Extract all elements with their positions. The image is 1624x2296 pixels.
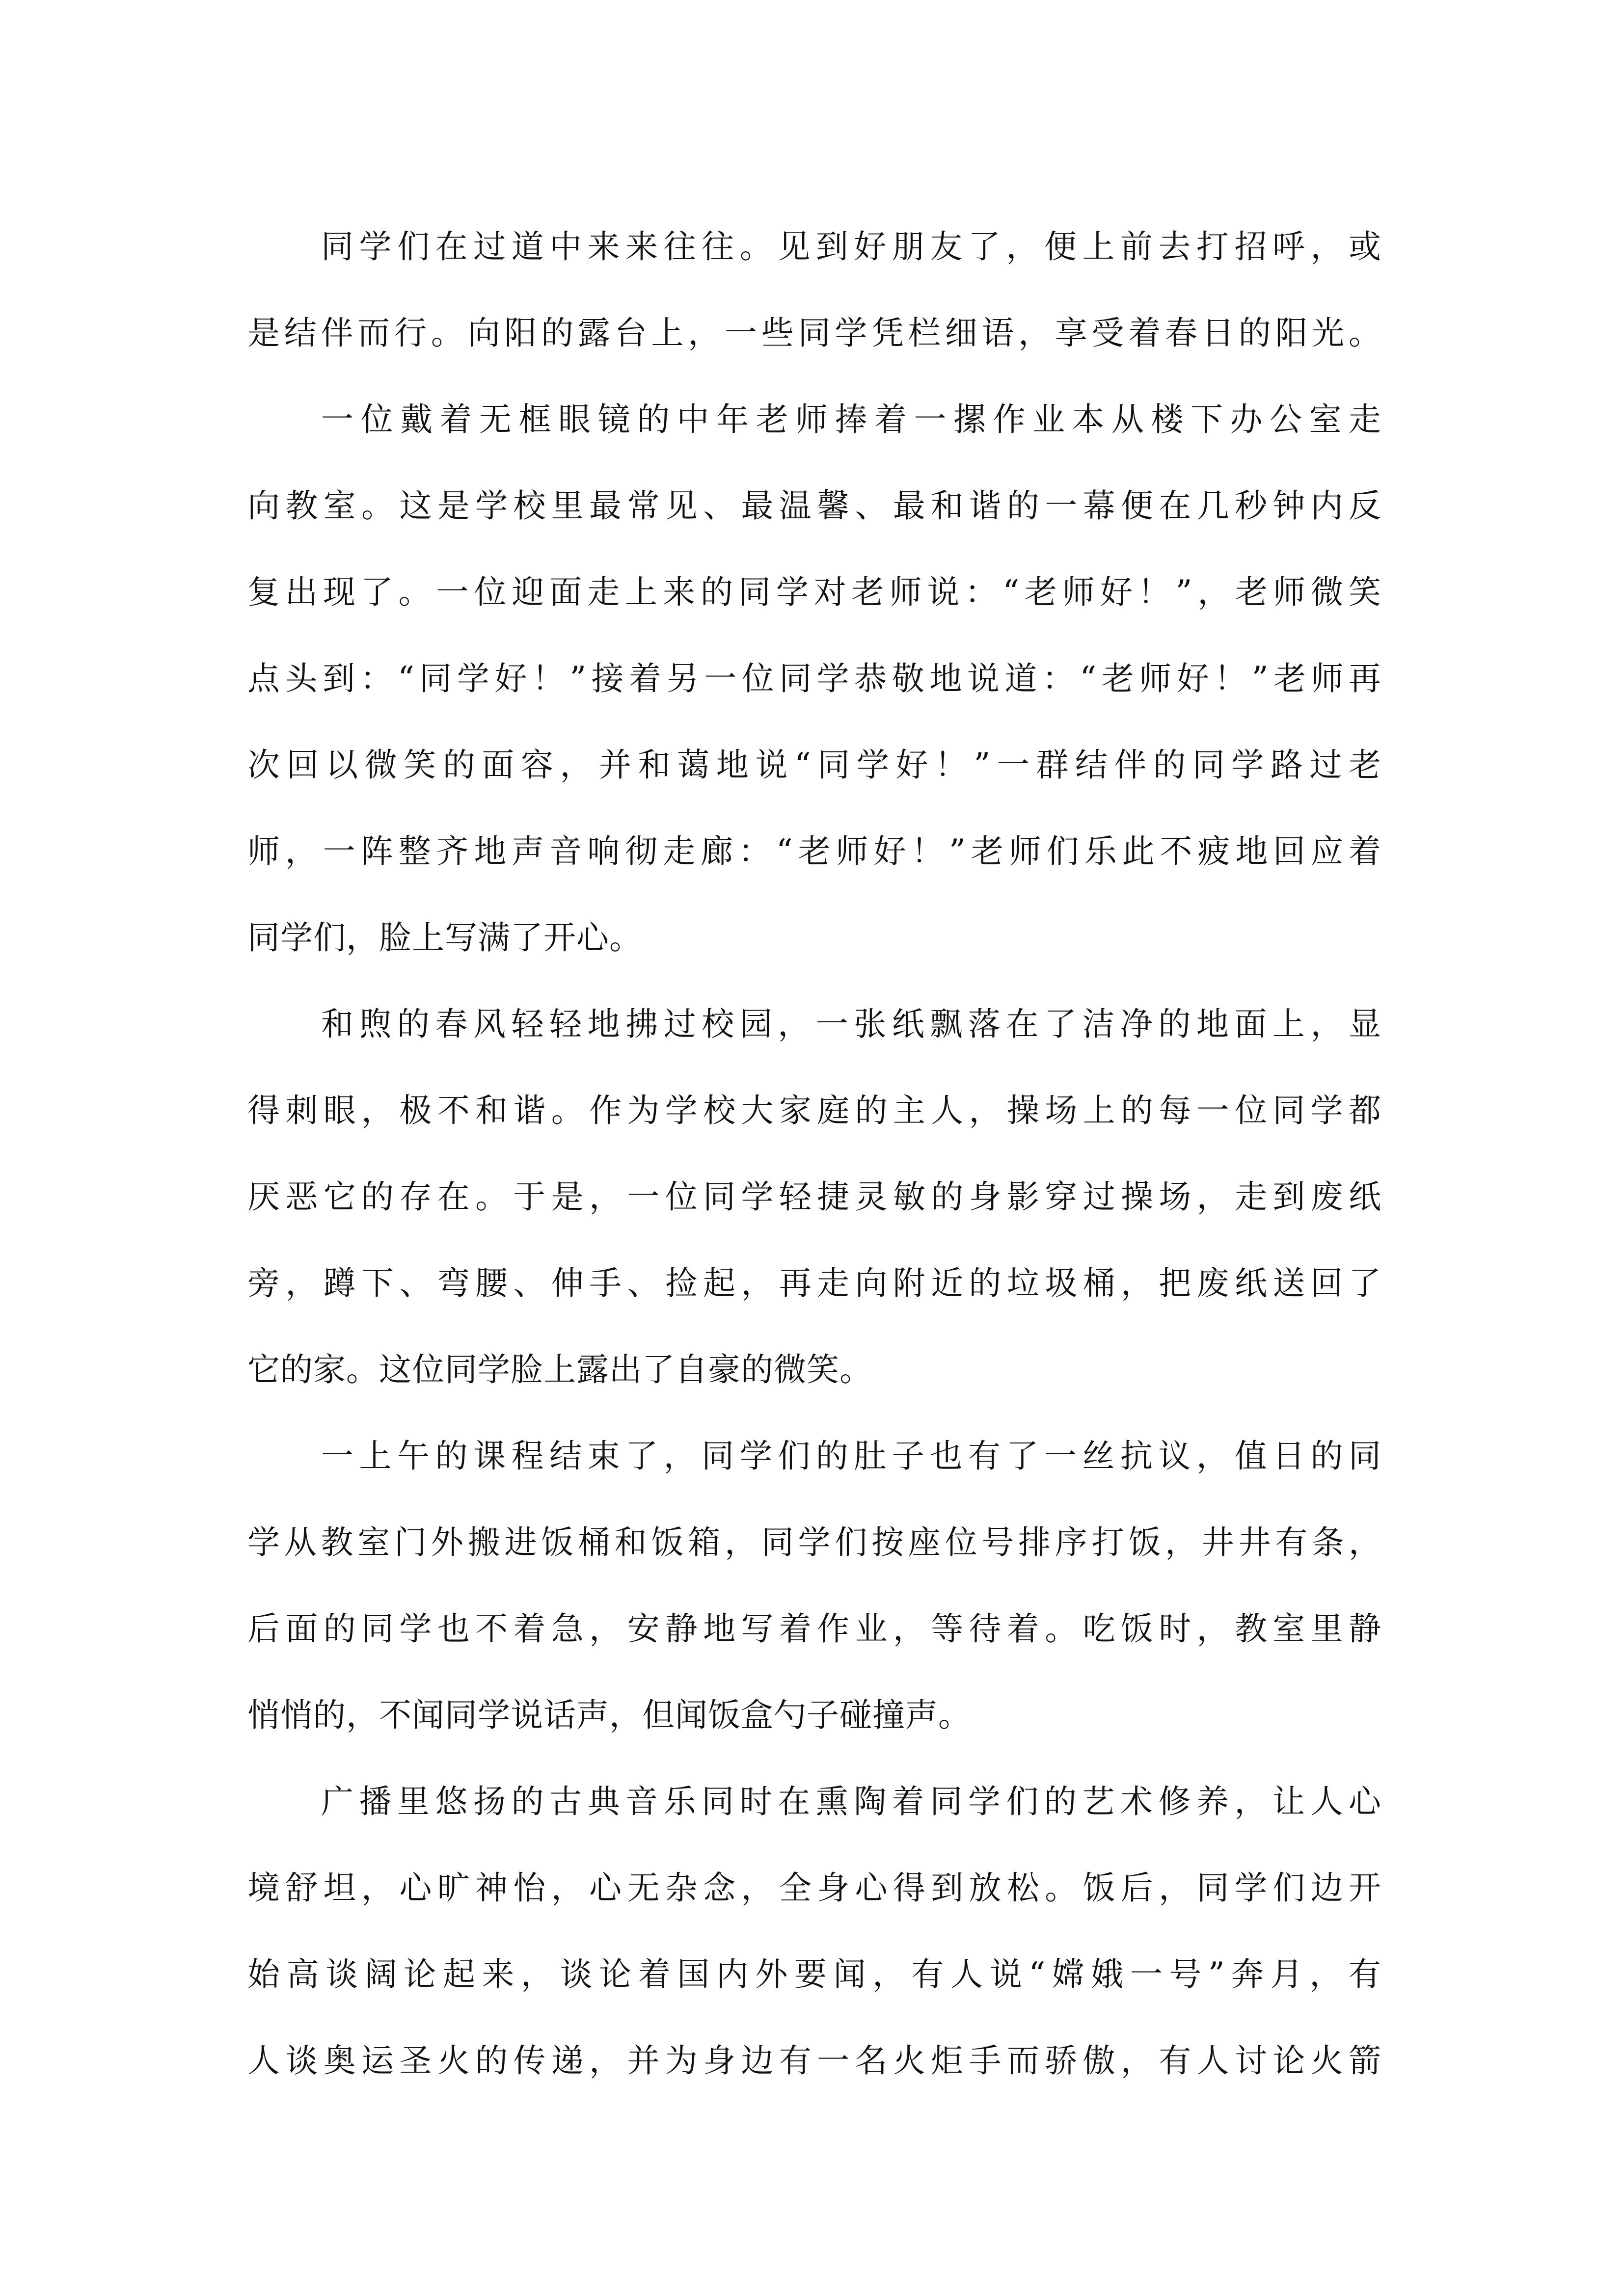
text-line: 后面的同学也不着急，安静地写着作业，等待着。吃饭时，教室里静 xyxy=(247,1610,1381,1648)
text-line: 同学们在过道中来来往往。见到好朋友了，便上前去打招呼，或 xyxy=(321,228,1381,266)
text-line: 点头到：“同学好！”接着另一位同学恭敬地说道：“老师好！”老师再 xyxy=(247,660,1381,697)
document-body xyxy=(247,204,1381,2104)
text-line: 师，一阵整齐地声音响彻走廊：“老师好！”老师们乐此不疲地回应着 xyxy=(247,832,1381,870)
text-line: 一上午的课程结束了，同学们的肚子也有了一丝抗议，值日的同 xyxy=(321,1437,1381,1475)
text-line: 旁，蹲下、弯腰、伸手、捡起，再走向附近的垃圾桶，把废纸送回了 xyxy=(247,1264,1381,1302)
text-line: 是结伴而行。向阳的露台上，一些同学凭栏细语，享受着春日的阳光。 xyxy=(247,314,1381,352)
text-line: 一位戴着无框眼镜的中年老师捧着一摞作业本从楼下办公室走 xyxy=(321,400,1381,438)
text-line: 和煦的春风轻轻地拂过校园，一张纸飘落在了洁净的地面上，显 xyxy=(321,1005,1381,1043)
text-line: 得刺眼，极不和谐。作为学校大家庭的主人，操场上的每一位同学都 xyxy=(247,1092,1381,1129)
text-line: 厌恶它的存在。于是，一位同学轻捷灵敏的身影穿过操场，走到废纸 xyxy=(247,1178,1381,1216)
text-line: 境舒坦，心旷神怡，心无杂念，全身心得到放松。饭后，同学们边开 xyxy=(247,1869,1381,1907)
text-line: 悄悄的，不闻同学说话声，但闻饭盒勺子碰撞声。 xyxy=(247,1696,971,1734)
text-line: 学从教室门外搬进饭桶和饭箱，同学们按座位号排序打饭，井井有条， xyxy=(247,1523,1381,1561)
text-line: 它的家。这位同学脸上露出了自豪的微笑。 xyxy=(247,1351,872,1388)
text-line: 始高谈阔论起来，谈论着国内外要闻，有人说“嫦娥一号”奔月，有 xyxy=(247,1955,1381,1993)
text-line: 复出现了。一位迎面走上来的同学对老师说：“老师好！”，老师微笑 xyxy=(247,573,1381,611)
text-line: 向教室。这是学校里最常见、最温馨、最和谐的一幕便在几秒钟内反 xyxy=(247,487,1381,525)
text-line: 人谈奥运圣火的传递，并为身边有一名火炬手而骄傲，有人讨论火箭 xyxy=(247,2042,1381,2080)
text-line: 同学们，脸上写满了开心。 xyxy=(247,919,642,957)
text-line: 次回以微笑的面容，并和蔼地说“同学好！”一群结伴的同学路过老 xyxy=(247,746,1381,784)
text-line: 广播里悠扬的古典音乐同时在熏陶着同学们的艺术修养，让人心 xyxy=(321,1783,1381,1820)
